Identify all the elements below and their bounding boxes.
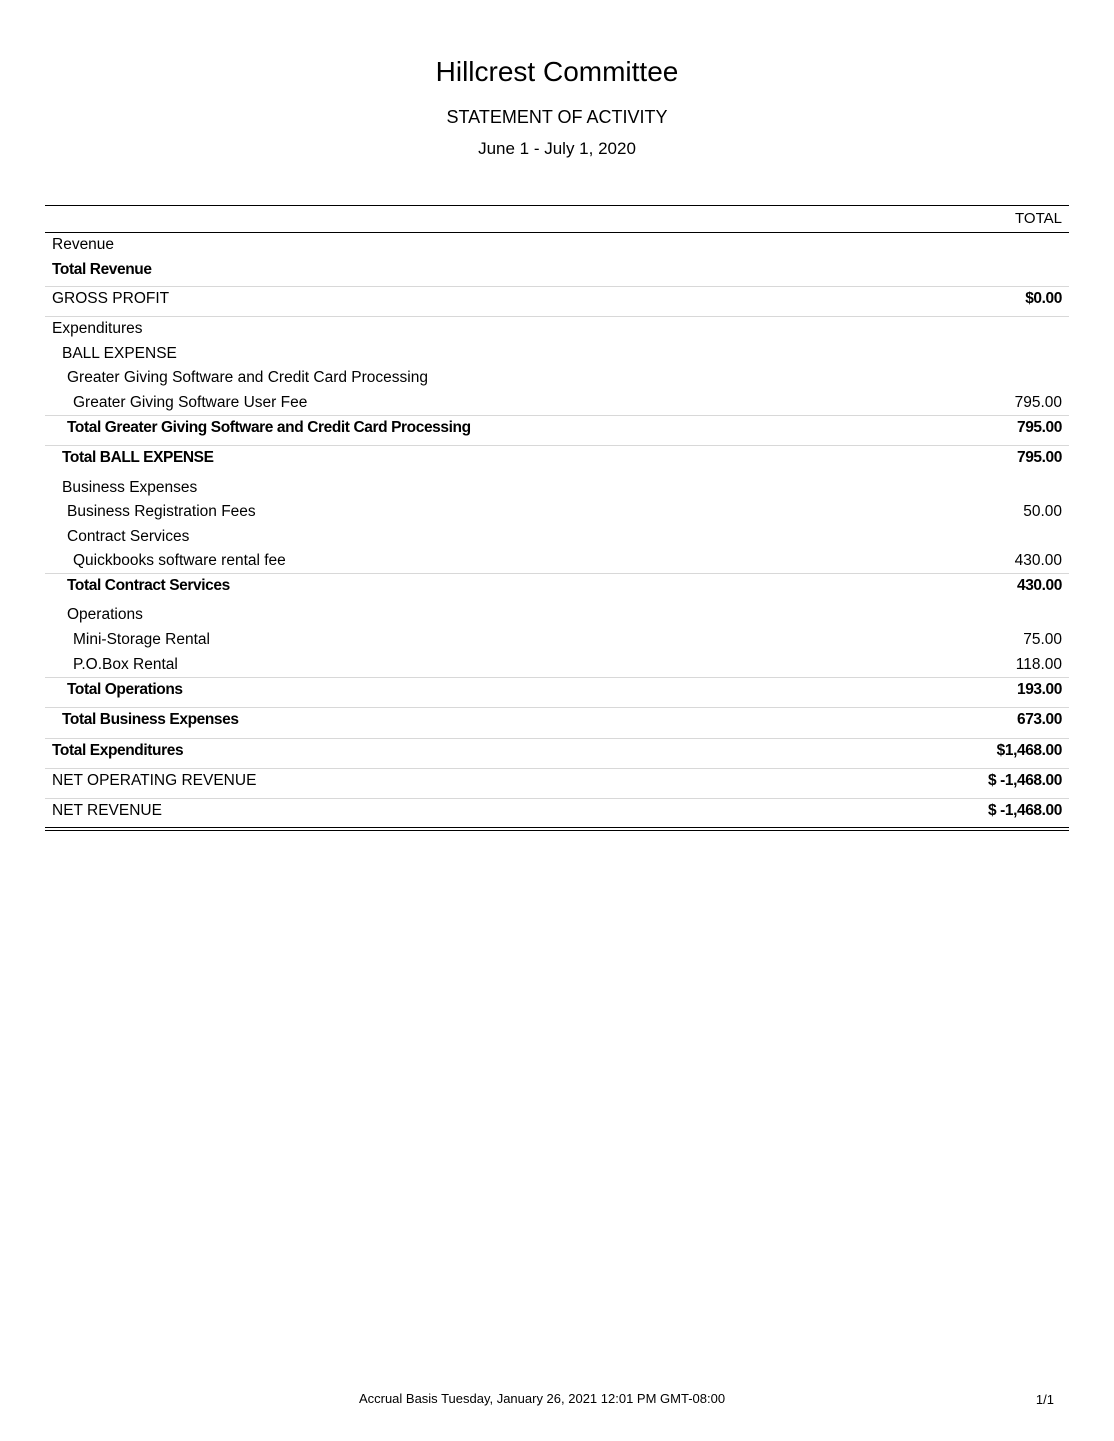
company-name: Hillcrest Committee [435,56,679,87]
row-amount: $ -1,468.00 [987,802,1062,819]
row-total-operations [45,678,1069,708]
row-quickbooks-rental [45,549,1069,574]
row-amount: 430.00 [1014,552,1062,569]
row-gross-profit [45,287,1069,317]
row-greater-giving-user-fee [45,391,1069,416]
row-label: Expenditures [52,320,143,337]
row-business-expenses [45,476,1069,500]
row-label: BALL EXPENSE [62,345,177,362]
row-total-business-expenses [45,708,1069,739]
row-label: Total Expenditures [52,742,184,759]
row-amount: 50.00 [1023,503,1062,520]
row-label: Greater Giving Software User Fee [73,394,308,411]
row-label: Business Registration Fees [67,503,256,520]
row-label: Contract Services [67,528,190,545]
row-total-revenue [45,258,1069,287]
row-greater-giving [45,366,1069,391]
row-operations [45,603,1069,628]
row-label: Greater Giving Software and Credit Card Processing [67,369,428,386]
row-label: Total Greater Giving Software and Credit Card Processing [67,419,471,436]
footer-basis-timestamp: Accrual Basis Tuesday, January 26, 2021 12:01 PM GMT-08:00 [358,1391,726,1406]
row-amount: 193.00 [1016,681,1062,698]
row-label: Business Expenses [62,479,198,496]
row-label: NET REVENUE [52,802,162,819]
row-business-registration-fees [45,500,1069,525]
row-po-box-rental [45,653,1069,678]
row-label: Total Operations [67,681,183,698]
row-label: Mini-Storage Rental [73,631,210,648]
row-amount: 673.00 [1016,711,1062,728]
row-label: Total Contract Services [67,577,230,594]
report-table [45,205,1069,831]
row-label: NET OPERATING REVENUE [52,772,257,789]
row-amount: $1,468.00 [996,742,1062,759]
column-header-row [45,206,1069,233]
report-title: STATEMENT OF ACTIVITY [446,107,668,127]
row-amount: 430.00 [1016,577,1062,594]
row-label: Operations [67,606,143,623]
row-amount: 118.00 [1015,656,1062,673]
row-total-greater-giving [45,416,1069,446]
row-ball-expense [45,342,1069,366]
row-label: Total BALL EXPENSE [62,449,214,466]
row-contract-services [45,525,1069,549]
row-amount: 75.00 [1023,631,1062,648]
row-net-revenue [45,799,1069,831]
row-net-operating-revenue [45,769,1069,799]
row-total-ball-expense [45,446,1069,476]
footer-page-number: 1/1 [1035,1392,1054,1407]
row-amount: 795.00 [1016,449,1062,466]
row-label: GROSS PROFIT [52,290,170,307]
report-period: June 1 - July 1, 2020 [478,139,636,158]
row-label: P.O.Box Rental [73,656,178,673]
row-label: Total Revenue [52,261,152,278]
row-amount: $0.00 [1025,290,1062,307]
row-amount: $ -1,468.00 [987,772,1062,789]
row-label: Total Business Expenses [62,711,239,728]
column-header-total: TOTAL [1015,210,1062,227]
row-total-expenditures [45,739,1069,769]
row-revenue [45,233,1069,258]
row-total-contract-services [45,574,1069,603]
row-amount: 795.00 [1014,394,1062,411]
row-mini-storage [45,628,1069,653]
row-amount: 795.00 [1016,419,1062,436]
row-label: Quickbooks software rental fee [73,552,286,569]
row-expenditures [45,317,1069,342]
row-label: Revenue [52,236,115,253]
